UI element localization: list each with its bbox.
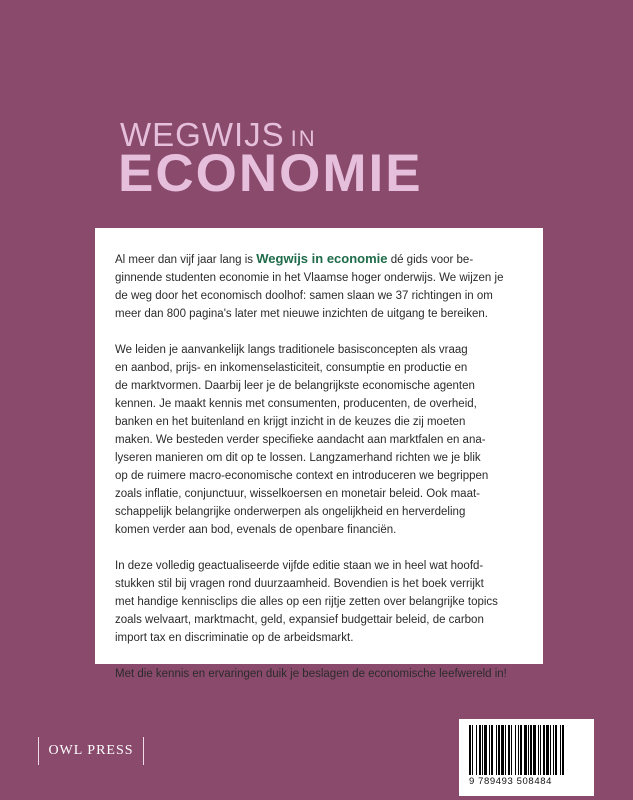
barcode [459, 719, 594, 796]
barcode-bar [469, 725, 471, 775]
text-line: en aanbod, prijs- en inkomenselasticiteit, consumptie en productie en [115, 362, 468, 374]
blurb-paragraph-3 [115, 557, 531, 647]
barcode-bar [546, 725, 549, 775]
blurb-paragraph-1 [115, 250, 531, 323]
text-line: met handige kennisclips die alles op een rijtje zetten over belangrijke topics [115, 596, 498, 608]
text-line: banken en het buitenland en krijgt inzicht in de keuzes die zij moeten [115, 416, 466, 428]
barcode-bar [524, 725, 527, 775]
barcode-bars [469, 725, 585, 775]
barcode-bar [482, 725, 483, 775]
text-line: Met die kennis en ervaringen duik je beslagen de economische leefwereld in! [115, 668, 507, 680]
text-line: komen verder aan bod, evenals de openbare financiën. [115, 524, 397, 536]
barcode-bar [479, 725, 481, 775]
barcode-bar [562, 725, 564, 775]
barcode-bar [501, 725, 504, 775]
title-highlight: Wegwijs in economie [256, 251, 388, 266]
title-word-in: IN [290, 126, 317, 151]
text-line: op de ruimere macro-economische context en introduceren we begrippen [115, 470, 489, 482]
publisher-logo: OWL PRESS [38, 737, 144, 765]
barcode-bar [543, 725, 545, 775]
barcode-bar [489, 725, 490, 775]
text-fragment: dé gids voor be- [387, 254, 474, 266]
barcode-bar [472, 725, 473, 775]
isbn-number: 9 789493 508484 [469, 776, 552, 787]
text-fragment: Al meer dan vijf jaar lang is [115, 254, 257, 266]
text-line: de marktvormen. Daarbij leer je de belangrijkste economische agenten [115, 380, 475, 392]
barcode-bar [518, 725, 519, 775]
barcode-bar [550, 725, 551, 775]
text-line [115, 250, 531, 269]
barcode-bar [515, 725, 516, 775]
barcode-bar [555, 725, 557, 775]
barcode-bar [508, 725, 510, 775]
text-line: maken. We besteden verder specifieke aandacht aan marktfalen en ana- [115, 434, 486, 446]
barcode-bar [520, 725, 522, 775]
title-word-wegwijs: WEGWIJS [120, 116, 285, 153]
barcode-bar [533, 725, 536, 775]
text-line: In deze volledig geactualiseerde vijfde editie staan we in heel wat hoofd- [115, 560, 484, 572]
text-line: lyseren manieren om dit op te lossen. Langzamerhand richten we je blik [115, 452, 481, 464]
barcode-bar [538, 725, 539, 775]
barcode-bar [560, 725, 561, 775]
blurb-paragraph-2 [115, 341, 531, 539]
title-line-2: ECONOMIE [118, 144, 423, 203]
text-line: import tax en discriminatie op de arbeidsmarkt. [115, 632, 354, 644]
text-line: de weg door het economisch doolhof: samen slaan we 37 richtingen in om [115, 290, 493, 302]
text-line: zoals inflatie, conjunctuur, wisselkoersen en monetair beleid. Ook maat- [115, 488, 480, 500]
barcode-bar [484, 725, 487, 775]
blurb-paragraph-4 [115, 665, 531, 683]
barcode-bar [476, 725, 477, 775]
blurb-text-box [95, 228, 543, 680]
text-line: schappelijk belangrijke onderwerpen als ongelijkheid en herverdeling [115, 506, 466, 518]
barcode-bar [528, 725, 529, 775]
barcode-bar [530, 725, 532, 775]
barcode-bar [540, 725, 541, 775]
text-line: zoals welvaart, marktmacht, geld, expansief budgettair beleid, de carbon [115, 614, 484, 626]
text-line: We leiden je aanvankelijk langs traditionele basisconcepten als vraag [115, 344, 468, 356]
text-line: kennen. Je maakt kennis met consumenten, producenten, de overheid, [115, 398, 477, 410]
text-line: meer dan 800 pagina's later met nieuwe inzichten de uitgang te bereiken. [115, 308, 488, 320]
barcode-bar [505, 725, 506, 775]
barcode-bar [553, 725, 554, 775]
barcode-bar [511, 725, 512, 775]
barcode-bar [498, 725, 500, 775]
text-line: stukken stil bij vragen rond duurzaamheid. Bovendien is het boek verrijkt [115, 578, 484, 590]
text-line: ginnende studenten economie in het Vlaamse hoger onderwijs. We wijzen je [115, 272, 504, 284]
barcode-bar [496, 725, 497, 775]
barcode-bar [491, 725, 493, 775]
